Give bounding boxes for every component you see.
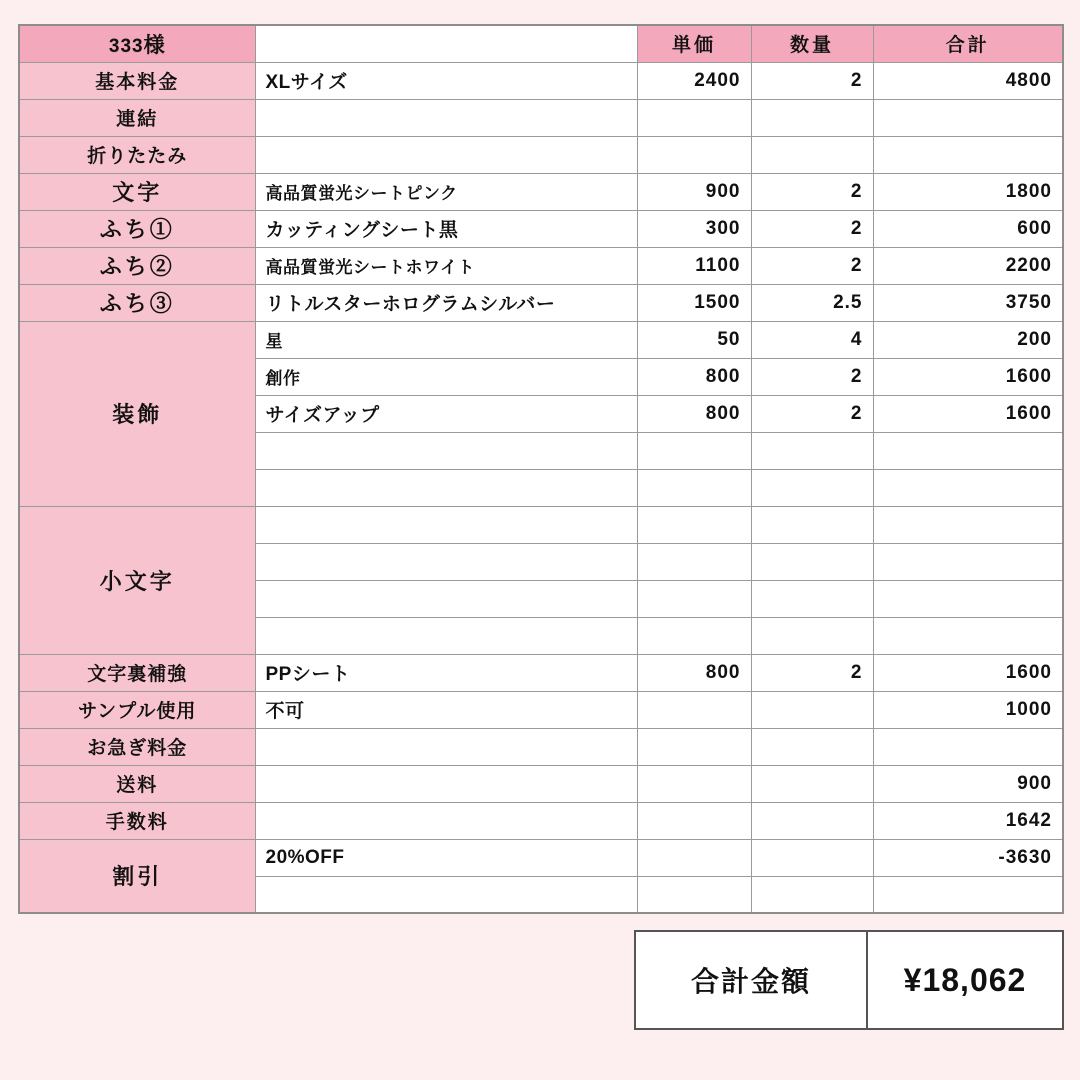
row-total: 4800 — [873, 62, 1063, 99]
header-unit-price: 単価 — [637, 25, 751, 62]
row-total — [873, 617, 1063, 654]
row-label: 手数料 — [19, 802, 255, 839]
row-unit-price: 800 — [637, 395, 751, 432]
row-quantity: 2 — [751, 395, 873, 432]
header-total: 合計 — [873, 25, 1063, 62]
row-quantity — [751, 506, 873, 543]
table-header-row — [19, 25, 1063, 62]
row-total: 1000 — [873, 691, 1063, 728]
row-unit-price — [637, 136, 751, 173]
row-desc — [255, 432, 637, 469]
row-unit-price — [637, 728, 751, 765]
row-quantity — [751, 876, 873, 913]
row-unit-price — [637, 617, 751, 654]
row-desc — [255, 876, 637, 913]
row-total — [873, 543, 1063, 580]
row-unit-price: 800 — [637, 654, 751, 691]
row-unit-price — [637, 543, 751, 580]
row-desc — [255, 728, 637, 765]
table-row — [19, 839, 1063, 876]
quote-table — [18, 24, 1064, 914]
table-row — [19, 506, 1063, 543]
header-quantity: 数量 — [751, 25, 873, 62]
discount-label: 割引 — [19, 839, 255, 913]
grand-total-label: 合計金額 — [636, 932, 868, 1028]
row-desc — [255, 506, 637, 543]
row-unit-price — [637, 765, 751, 802]
table-row — [19, 99, 1063, 136]
row-quantity: 2 — [751, 62, 873, 99]
row-label: お急ぎ料金 — [19, 728, 255, 765]
row-total: 1600 — [873, 395, 1063, 432]
row-unit-price — [637, 580, 751, 617]
row-total: 1642 — [873, 802, 1063, 839]
row-desc — [255, 765, 637, 802]
row-total — [873, 432, 1063, 469]
row-total — [873, 580, 1063, 617]
row-unit-price: 900 — [637, 173, 751, 210]
table-row — [19, 802, 1063, 839]
grand-total-box — [634, 930, 1064, 1030]
row-total: 200 — [873, 321, 1063, 358]
row-quantity: 2 — [751, 358, 873, 395]
small-text-label: 小文字 — [19, 506, 255, 654]
row-desc — [255, 617, 637, 654]
row-desc: 創作 — [255, 358, 637, 395]
row-quantity: 2 — [751, 247, 873, 284]
row-unit-price: 2400 — [637, 62, 751, 99]
row-quantity — [751, 580, 873, 617]
row-desc: 20%OFF — [255, 839, 637, 876]
decoration-label: 装飾 — [19, 321, 255, 506]
row-total — [873, 506, 1063, 543]
row-total — [873, 876, 1063, 913]
table-row — [19, 62, 1063, 99]
row-desc: カッティングシート黒 — [255, 210, 637, 247]
table-row — [19, 321, 1063, 358]
row-total: 600 — [873, 210, 1063, 247]
row-label: 折りたたみ — [19, 136, 255, 173]
row-unit-price — [637, 802, 751, 839]
table-row — [19, 136, 1063, 173]
row-quantity — [751, 691, 873, 728]
table-row — [19, 284, 1063, 321]
row-quantity: 2 — [751, 654, 873, 691]
row-desc — [255, 580, 637, 617]
row-total — [873, 136, 1063, 173]
table-row — [19, 765, 1063, 802]
row-quantity — [751, 543, 873, 580]
row-desc — [255, 469, 637, 506]
row-unit-price — [637, 876, 751, 913]
row-unit-price — [637, 506, 751, 543]
row-unit-price: 300 — [637, 210, 751, 247]
row-desc: 高品質蛍光シートホワイト — [255, 247, 637, 284]
row-unit-price — [637, 432, 751, 469]
row-total: -3630 — [873, 839, 1063, 876]
row-label: 連結 — [19, 99, 255, 136]
row-quantity: 2 — [751, 210, 873, 247]
row-unit-price: 1100 — [637, 247, 751, 284]
row-desc: サイズアップ — [255, 395, 637, 432]
table-row — [19, 173, 1063, 210]
row-desc: PPシート — [255, 654, 637, 691]
row-total: 1600 — [873, 654, 1063, 691]
table-row — [19, 210, 1063, 247]
row-unit-price: 800 — [637, 358, 751, 395]
row-label: 文字裏補強 — [19, 654, 255, 691]
row-desc: XLサイズ — [255, 62, 637, 99]
row-total — [873, 728, 1063, 765]
row-quantity — [751, 617, 873, 654]
row-label: サンプル使用 — [19, 691, 255, 728]
row-total — [873, 469, 1063, 506]
customer-name: 333 — [108, 35, 144, 57]
row-desc: 高品質蛍光シートピンク — [255, 173, 637, 210]
row-unit-price — [637, 839, 751, 876]
row-total: 2200 — [873, 247, 1063, 284]
row-total: 3750 — [873, 284, 1063, 321]
row-total: 1800 — [873, 173, 1063, 210]
row-quantity — [751, 432, 873, 469]
row-quantity — [751, 802, 873, 839]
row-desc — [255, 136, 637, 173]
row-quantity — [751, 469, 873, 506]
row-label: 文字 — [19, 173, 255, 210]
row-desc — [255, 99, 637, 136]
row-unit-price — [637, 99, 751, 136]
row-desc: 星 — [255, 321, 637, 358]
row-label: ふち① — [19, 210, 255, 247]
row-desc — [255, 543, 637, 580]
row-label: 基本料金 — [19, 62, 255, 99]
row-desc: 不可 — [255, 691, 637, 728]
row-quantity: 2.5 — [751, 284, 873, 321]
row-label: 送料 — [19, 765, 255, 802]
row-quantity — [751, 99, 873, 136]
row-desc: リトルスターホログラムシルバー — [255, 284, 637, 321]
customer-name-cell — [19, 25, 255, 62]
row-unit-price: 50 — [637, 321, 751, 358]
customer-suffix: 様 — [143, 33, 166, 57]
row-unit-price — [637, 469, 751, 506]
header-blank-cell — [255, 25, 637, 62]
row-total — [873, 99, 1063, 136]
table-row — [19, 247, 1063, 284]
row-quantity — [751, 765, 873, 802]
row-label: ふち② — [19, 247, 255, 284]
row-quantity — [751, 839, 873, 876]
row-unit-price: 1500 — [637, 284, 751, 321]
row-desc — [255, 802, 637, 839]
row-total: 1600 — [873, 358, 1063, 395]
grand-total-value: ¥18,062 — [903, 961, 1027, 998]
row-label: ふち③ — [19, 284, 255, 321]
table-row — [19, 654, 1063, 691]
row-quantity — [751, 136, 873, 173]
row-quantity: 4 — [751, 321, 873, 358]
row-quantity — [751, 728, 873, 765]
table-row — [19, 728, 1063, 765]
row-unit-price — [637, 691, 751, 728]
table-row — [19, 691, 1063, 728]
row-quantity: 2 — [751, 173, 873, 210]
row-total: 900 — [873, 765, 1063, 802]
